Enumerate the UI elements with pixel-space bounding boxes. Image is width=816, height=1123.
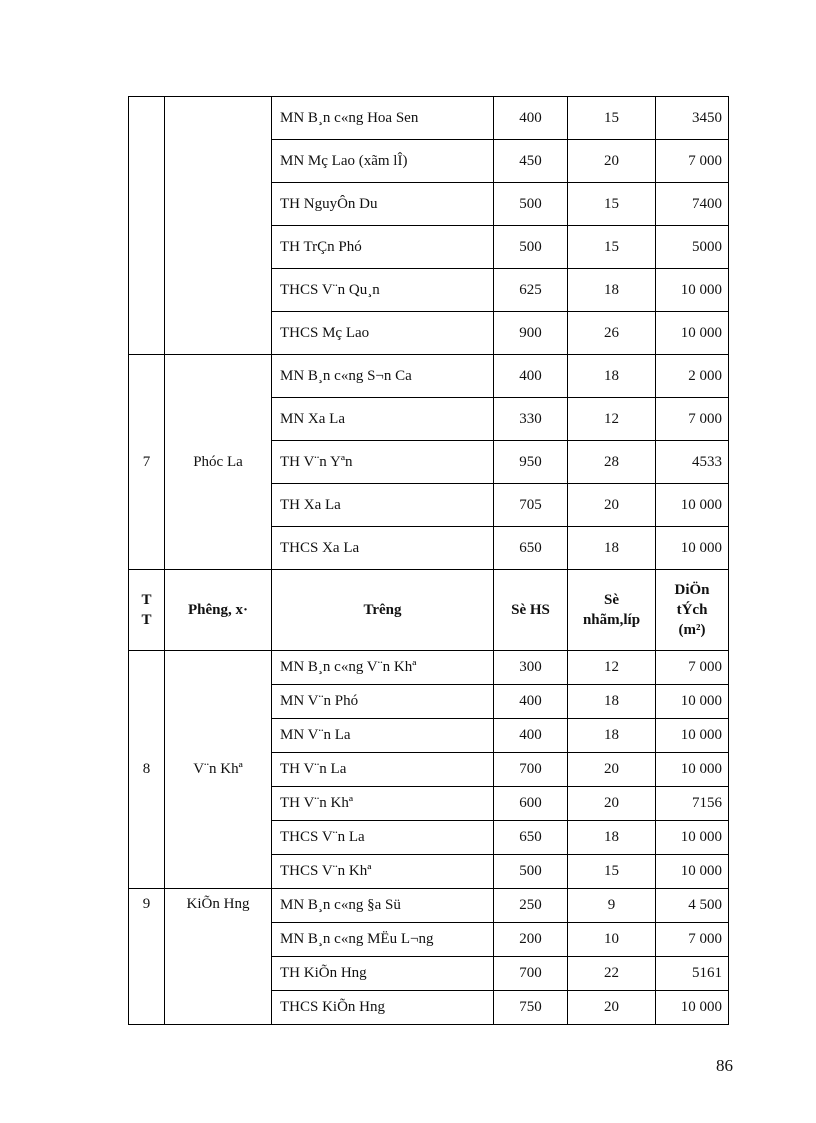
groups-cell: 18 bbox=[568, 355, 656, 398]
students-cell: 700 bbox=[494, 753, 568, 787]
area-cell: 5000 bbox=[656, 226, 729, 269]
area-cell: 3450 bbox=[656, 97, 729, 140]
students-cell: 650 bbox=[494, 527, 568, 570]
ward-cell bbox=[165, 97, 272, 355]
header-students: Sè HS bbox=[494, 570, 568, 651]
area-cell: 10 000 bbox=[656, 312, 729, 355]
school-cell: THCS Xa La bbox=[272, 527, 494, 570]
school-cell: TH KiÕn Hng bbox=[272, 957, 494, 991]
school-cell: TH V¨n Yªn bbox=[272, 441, 494, 484]
table-row bbox=[129, 97, 729, 140]
groups-cell: 20 bbox=[568, 753, 656, 787]
groups-cell: 10 bbox=[568, 923, 656, 957]
area-cell: 7400 bbox=[656, 183, 729, 226]
students-cell: 400 bbox=[494, 355, 568, 398]
school-cell: TH Xa La bbox=[272, 484, 494, 527]
area-cell: 7 000 bbox=[656, 651, 729, 685]
students-cell: 330 bbox=[494, 398, 568, 441]
area-cell: 10 000 bbox=[656, 484, 729, 527]
area-cell: 7 000 bbox=[656, 140, 729, 183]
school-cell: TH V¨n Khª bbox=[272, 787, 494, 821]
area-cell: 2 000 bbox=[656, 355, 729, 398]
area-cell: 7 000 bbox=[656, 923, 729, 957]
school-cell: MN V¨n Phó bbox=[272, 685, 494, 719]
school-cell: THCS V¨n La bbox=[272, 821, 494, 855]
area-cell: 10 000 bbox=[656, 753, 729, 787]
groups-cell: 22 bbox=[568, 957, 656, 991]
students-cell: 705 bbox=[494, 484, 568, 527]
header-school: Trêng bbox=[272, 570, 494, 651]
table-row bbox=[129, 355, 729, 398]
school-cell: THCS Mç Lao bbox=[272, 312, 494, 355]
school-cell: MN B¸n c«ng Hoa Sen bbox=[272, 97, 494, 140]
school-cell: TH V¨n La bbox=[272, 753, 494, 787]
area-cell: 7 000 bbox=[656, 398, 729, 441]
area-cell: 10 000 bbox=[656, 719, 729, 753]
school-cell: THCS KiÕn Hng bbox=[272, 991, 494, 1025]
table-header-row bbox=[129, 570, 729, 651]
groups-cell: 20 bbox=[568, 484, 656, 527]
groups-cell: 12 bbox=[568, 651, 656, 685]
header-tt bbox=[129, 570, 165, 651]
groups-cell: 20 bbox=[568, 787, 656, 821]
groups-cell: 15 bbox=[568, 226, 656, 269]
students-cell: 450 bbox=[494, 140, 568, 183]
students-cell: 700 bbox=[494, 957, 568, 991]
area-cell: 4533 bbox=[656, 441, 729, 484]
groups-cell: 18 bbox=[568, 821, 656, 855]
students-cell: 950 bbox=[494, 441, 568, 484]
header-groups bbox=[568, 570, 656, 651]
school-cell: TH TrÇn Phó bbox=[272, 226, 494, 269]
school-cell: MN B¸n c«ng §a Sü bbox=[272, 889, 494, 923]
school-cell: MN B¸n c«ng S¬n Ca bbox=[272, 355, 494, 398]
groups-cell: 15 bbox=[568, 183, 656, 226]
groups-cell: 18 bbox=[568, 269, 656, 312]
students-cell: 250 bbox=[494, 889, 568, 923]
groups-cell: 28 bbox=[568, 441, 656, 484]
tt-cell: 9 bbox=[129, 889, 165, 1025]
table-row bbox=[129, 889, 729, 923]
school-cell: MN B¸n c«ng V¨n Khª bbox=[272, 651, 494, 685]
school-cell: MN V¨n La bbox=[272, 719, 494, 753]
header-area-line1: DiÖn bbox=[674, 582, 710, 598]
students-cell: 750 bbox=[494, 991, 568, 1025]
page-number: 86 bbox=[716, 1056, 733, 1075]
area-cell: 10 000 bbox=[656, 685, 729, 719]
ward-cell: Phóc La bbox=[165, 355, 272, 570]
area-cell: 10 000 bbox=[656, 527, 729, 570]
students-cell: 200 bbox=[494, 923, 568, 957]
area-cell: 7156 bbox=[656, 787, 729, 821]
students-cell: 400 bbox=[494, 719, 568, 753]
students-cell: 500 bbox=[494, 183, 568, 226]
groups-cell: 9 bbox=[568, 889, 656, 923]
groups-cell: 18 bbox=[568, 719, 656, 753]
school-cell: TH NguyÔn Du bbox=[272, 183, 494, 226]
school-cell: MN Mç Lao (xãm lÎ) bbox=[272, 140, 494, 183]
students-cell: 300 bbox=[494, 651, 568, 685]
tt-cell bbox=[129, 97, 165, 355]
groups-cell: 15 bbox=[568, 97, 656, 140]
header-ward: Phêng, x· bbox=[165, 570, 272, 651]
header-tt-line2: T bbox=[141, 612, 152, 628]
groups-cell: 18 bbox=[568, 527, 656, 570]
groups-cell: 20 bbox=[568, 991, 656, 1025]
groups-cell: 26 bbox=[568, 312, 656, 355]
students-cell: 900 bbox=[494, 312, 568, 355]
header-area-line2: tÝch bbox=[676, 602, 708, 618]
groups-cell: 12 bbox=[568, 398, 656, 441]
tt-cell: 8 bbox=[129, 651, 165, 889]
school-cell: THCS V¨n Khª bbox=[272, 855, 494, 889]
ward-cell: KiÕn Hng bbox=[165, 889, 272, 1025]
header-groups-line1: Sè bbox=[604, 592, 619, 608]
area-cell: 10 000 bbox=[656, 991, 729, 1025]
area-cell: 10 000 bbox=[656, 269, 729, 312]
groups-cell: 18 bbox=[568, 685, 656, 719]
header-area bbox=[656, 570, 729, 651]
students-cell: 600 bbox=[494, 787, 568, 821]
tt-cell: 7 bbox=[129, 355, 165, 570]
students-cell: 625 bbox=[494, 269, 568, 312]
table-row bbox=[129, 651, 729, 685]
groups-cell: 15 bbox=[568, 855, 656, 889]
header-groups-line2: nhãm,líp bbox=[582, 612, 641, 628]
school-cell: MN B¸n c«ng MËu L¬ng bbox=[272, 923, 494, 957]
area-cell: 10 000 bbox=[656, 821, 729, 855]
area-cell: 5161 bbox=[656, 957, 729, 991]
ward-cell: V¨n Khª bbox=[165, 651, 272, 889]
school-cell: MN Xa La bbox=[272, 398, 494, 441]
area-cell: 10 000 bbox=[656, 855, 729, 889]
school-cell: THCS V¨n Qu¸n bbox=[272, 269, 494, 312]
header-area-line3: (m²) bbox=[678, 622, 706, 638]
schools-table bbox=[128, 96, 729, 1025]
students-cell: 500 bbox=[494, 855, 568, 889]
students-cell: 650 bbox=[494, 821, 568, 855]
students-cell: 500 bbox=[494, 226, 568, 269]
students-cell: 400 bbox=[494, 97, 568, 140]
area-cell: 4 500 bbox=[656, 889, 729, 923]
header-tt-line1: T bbox=[141, 592, 152, 608]
students-cell: 400 bbox=[494, 685, 568, 719]
groups-cell: 20 bbox=[568, 140, 656, 183]
